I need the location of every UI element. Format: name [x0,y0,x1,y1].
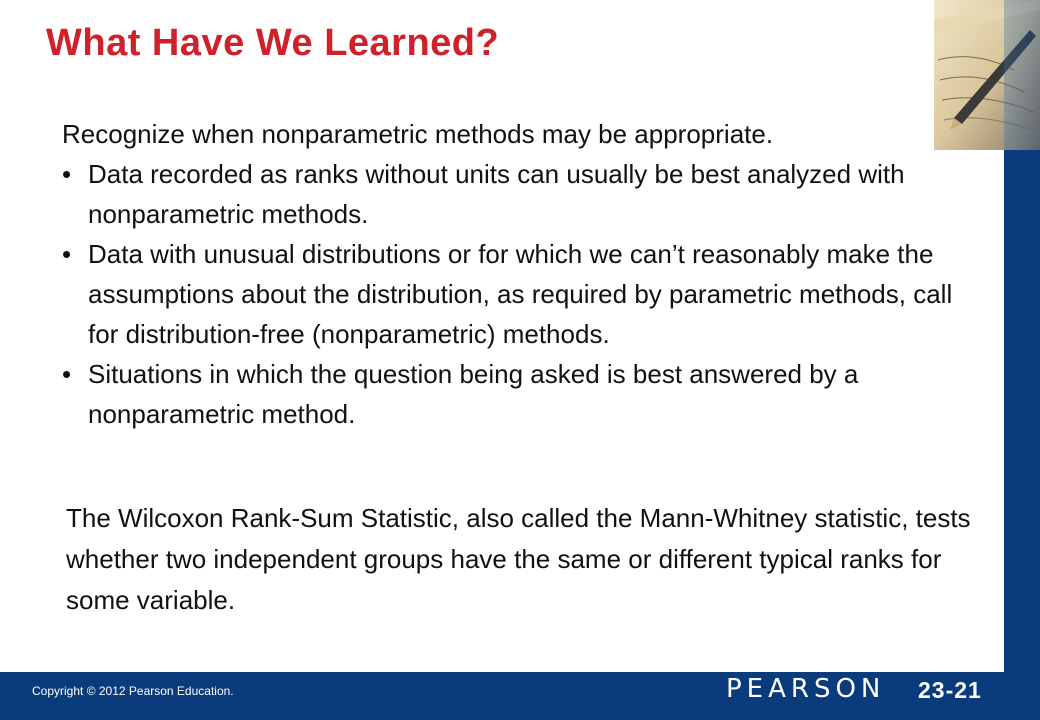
page-number: 23-21 [918,677,982,703]
bullet-item [62,354,982,434]
bullet-list [62,154,982,434]
bullet-text: Situations in which the question being asked is best answered by a nonparametric method. [88,359,859,429]
slide-content [62,114,982,434]
right-decorative-band [1004,150,1040,672]
pearson-logo: PEARSON [726,674,886,704]
bullet-glyph: • [62,159,72,189]
copyright-text: Copyright © 2012 Pearson Education. [32,684,234,698]
slide-title: What Have We Learned? [46,22,500,64]
bullet-item [62,234,982,354]
bullet-glyph: • [62,359,72,389]
bullet-item [62,154,982,234]
bullet-text: Data recorded as ranks without units can usually be best analyzed with nonparametric methods. [88,159,905,229]
footer-bar [0,672,1040,720]
bullet-text: Data with unusual distributions or for which we can’t reasonably make the assumptions about the distribution, as required by parametric methods, call for distribution-free (nonparametric) methods. [88,239,953,349]
intro-text: Recognize when nonparametric methods may be appropriate. [62,119,774,149]
summary-paragraph: The Wilcoxon Rank-Sum Statistic, also called the Mann-Whitney statistic, tests whether two independent groups have the same or different typical ranks for some variable. [66,503,971,615]
bullet-glyph: • [62,239,72,269]
